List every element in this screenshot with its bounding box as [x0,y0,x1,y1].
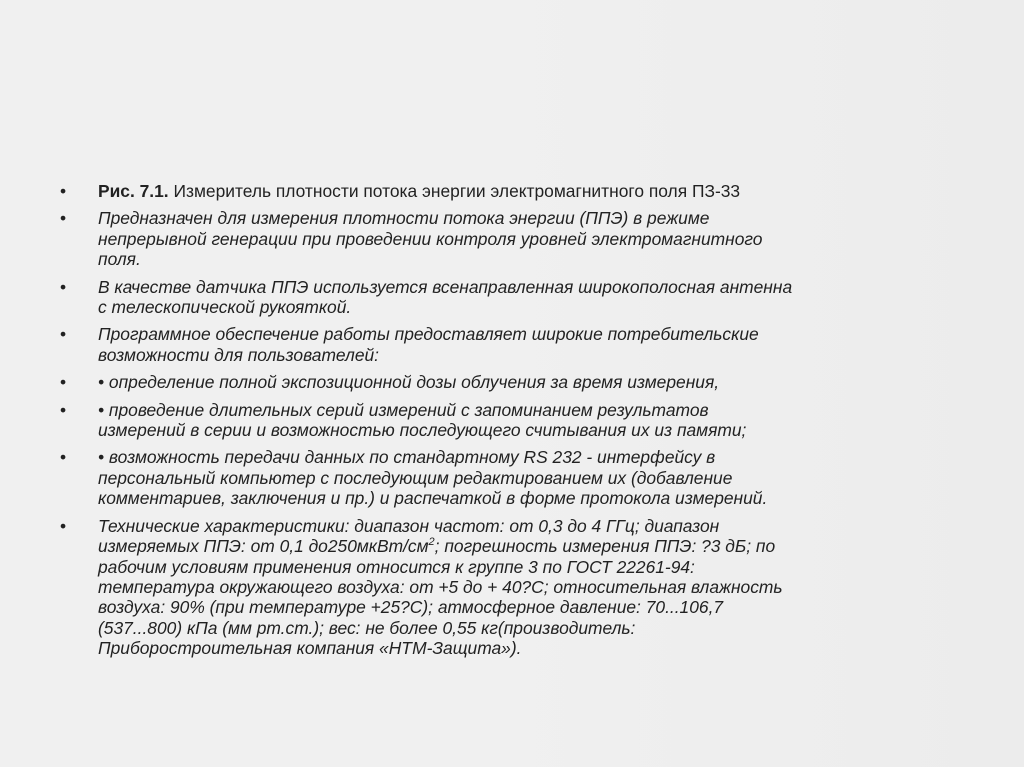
list-item [60,208,980,269]
text-line: (537...800) кПа (мм рт.ст.); вес: не более 0,55 кг(производитель: [98,617,636,638]
text-line: Программное обеспечение работы предоставляет широкие потребительские [98,324,759,345]
list-item [60,277,980,318]
text-line: • проведение длительных серий измерений с запоминанием результатов [98,399,709,420]
bullet-icon: • [60,399,67,420]
text-line: персональный компьютер с последующим редактированием их (добавление [98,467,733,488]
item-text [98,447,980,508]
text-fragment: измеряемых ППЭ: от 0,1 до250мкВт/см [98,536,429,557]
bullet-icon: • [60,276,67,297]
list-item [60,324,980,365]
text-line: комментариев, заключения и пр.) и распечаткой в форме протокола измерений. [98,488,768,509]
figure-title: Измеритель плотности потока энергии электромагнитного поля ПЗ-33 [168,181,741,201]
text-line: возможности для пользователей: [98,344,380,365]
text-line: • определение полной экспозиционной дозы облучения за время измерения, [98,372,720,393]
text-line: Предназначен для измерения плотности потока энергии (ППЭ) в режиме [98,208,710,229]
text-line: Приборостроительная компания «НТМ-Защита»). [98,638,522,659]
item-text [98,400,980,441]
bullet-icon: • [60,372,67,393]
item-text [98,324,980,365]
list-item [60,400,980,441]
item-text [98,372,980,392]
text-line: измерений в серии и возможностью последующего считывания их из памяти; [98,420,747,441]
bullet-icon: • [60,208,67,229]
list-item [60,181,980,201]
text-line: температура окружающего воздуха: от +5 до + 40?С; относительная влажность [98,576,783,597]
text-line: непрерывной генерации при проведении контроля уровней электромагнитного [98,228,763,249]
list-item [60,516,980,659]
text-line: рабочим условиям применения относится к группе 3 по ГОСТ 22261-94: [98,556,695,577]
specifications-text [98,516,980,659]
text-fragment: ; погрешность измерения ППЭ: ?3 дБ; по [434,536,776,557]
text-line [98,536,980,556]
list-item [60,447,980,508]
text-line: В качестве датчика ППЭ используется всенаправленная широкополосная антенна [98,276,793,297]
list-item [60,372,980,392]
item-text [98,208,980,269]
bullet-icon: • [60,447,67,468]
text-line: воздуха: 90% (при температуре +25?С); атмосферное давление: 70...106,7 [98,597,724,618]
bullet-icon: • [60,181,67,201]
figure-label: Рис. 7.1. [98,181,169,201]
text-line: с телескопической рукояткой. [98,297,352,318]
item-text [98,277,980,318]
bullet-icon: • [60,324,67,345]
text-line: • возможность передачи данных по стандартному RS 232 - интерфейсу в [98,447,716,468]
bullet-list [60,181,980,666]
figure-caption [98,181,980,201]
text-line: поля. [98,249,141,270]
superscript: 2 [428,536,435,549]
bullet-icon: • [60,515,67,536]
text-line: Технические характеристики: диапазон частот: от 0,3 до 4 ГГц; диапазон [98,515,720,536]
